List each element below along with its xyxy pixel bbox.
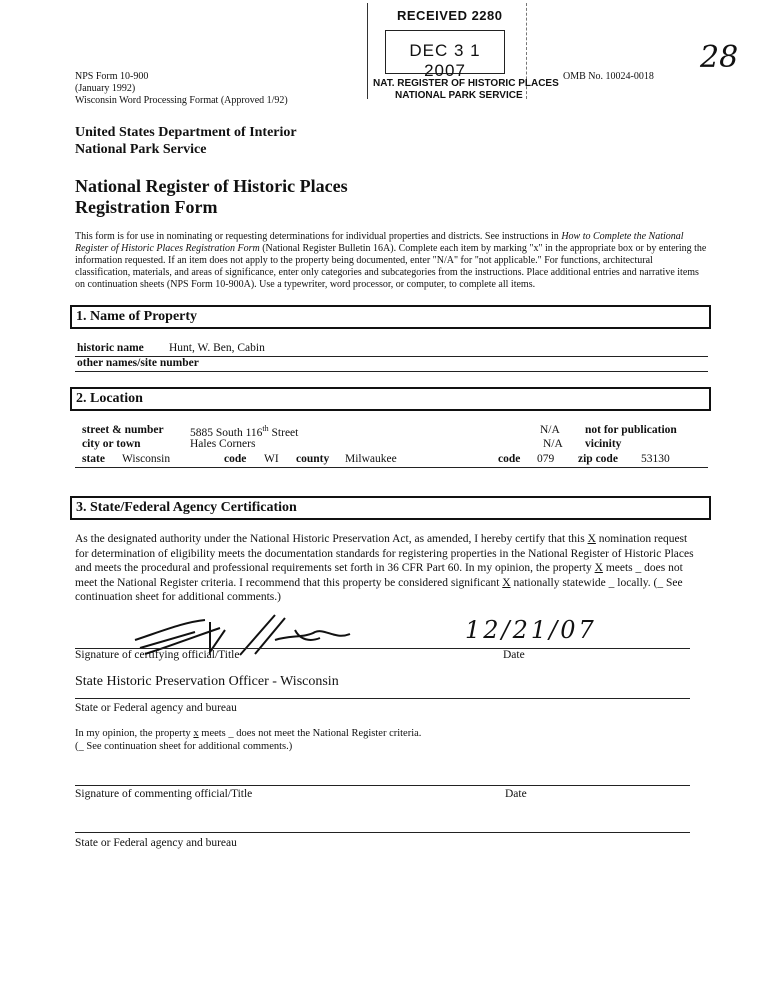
city-na: N/A [543,438,563,450]
commenting-signature-label: Signature of commenting official/Title [75,788,253,800]
stamp-date-box [385,30,505,80]
stamp-title: RECEIVED 2280 [397,8,503,23]
certifying-signature-label: Signature of certifying official/Title [75,649,240,661]
section-1-title: 1. Name of Property [76,309,198,324]
instructions-paragraph [75,231,707,291]
nomination-mark[interactable]: X [587,533,596,545]
zip-value[interactable]: 53130 [641,453,670,465]
county-code-label: code [498,453,521,465]
instructions-text: This form is for use in nominating or requesting determinations for individual properties and districts. See instructions in [75,231,562,242]
city-value[interactable]: Hales Corners [190,438,256,450]
bureau-label: State or Federal agency and bureau [75,702,237,714]
section-2-title: 2. Location [76,391,143,406]
section-3-title: 3. State/Federal Agency Certification [76,500,297,515]
opinion-paragraph [75,727,695,753]
section-2-header [70,387,711,411]
bureau-line [75,698,690,699]
state-code-value[interactable]: WI [264,453,279,465]
cert-text-c: meets _ does not meet the National Register criteria. I recommend that this property be considered significant [75,562,683,589]
historic-name-value[interactable]: Hunt, W. Ben, Cabin [169,342,265,354]
zip-label: zip code [578,453,618,465]
stamp-line-2: NATIONAL PARK SERVICE [395,90,523,101]
county-label: county [296,453,330,465]
city-label: city or town [82,438,141,450]
stamp-date: DEC 3 1 2007 [409,41,481,80]
state-code-label: code [224,453,247,465]
omb-number: OMB No. 10024-0018 [563,71,654,82]
historic-name-label: historic name [77,342,144,354]
vicinity-label: vicinity [585,438,622,450]
agency-line-1: United States Department of Interior [75,125,297,140]
street-value[interactable] [190,424,298,439]
state-value[interactable]: Wisconsin [122,453,171,465]
form-title-line-2: Registration Form [75,197,218,217]
agency-line-2: National Park Service [75,142,207,157]
street-value-suffix: Street [268,426,299,439]
form-date: (January 1992) [75,83,136,94]
bureau-line-2 [75,832,690,833]
state-label: state [82,453,105,465]
significance-mark[interactable]: X [502,576,511,589]
certifying-date-label: Date [503,649,525,661]
form-header [75,71,375,107]
officer-title[interactable]: State Historic Preservation Officer - Wisconsin [75,674,339,689]
divider-line [75,467,708,468]
handwritten-page-number: 28 [700,40,739,75]
county-value[interactable]: Milwaukee [345,453,397,465]
certification-paragraph [75,532,695,605]
opinion-mark[interactable]: x [193,728,199,739]
commenting-signature-line [75,785,690,786]
cert-text-d: nationally statewide _ locally. (_ See continuation sheet for additional comments.) [75,576,683,603]
opinion-line-1 [75,727,695,740]
street-value-text: 5885 South 116 [190,426,263,439]
form-title-line-1: National Register of Historic Places [75,176,348,196]
cert-text-a: As the designated authority under the National Historic Preservation Act, as amended, I hereby certify that this [75,533,588,545]
handwritten-date: 12/21/07 [465,616,597,644]
opinion-line-2: (_ See continuation sheet for additional comments.) [75,741,293,752]
opinion-text-b: meets _ does not meet the National Register criteria. [198,728,422,739]
county-code-value[interactable]: 079 [537,453,555,465]
street-na: N/A [540,424,560,436]
agency-heading [75,124,297,158]
not-for-publication-label: not for publication [585,424,677,436]
stamp-line-1: NAT. REGISTER OF HISTORIC PLACES [373,78,559,89]
section-1-header [70,305,711,329]
commenting-date-label: Date [505,788,527,800]
received-stamp [367,3,559,101]
form-format: Wisconsin Word Processing Format (Approved 1/92) [75,95,288,106]
divider-line [75,371,708,372]
meets-criteria-mark[interactable]: X [594,562,603,574]
bureau-label-2: State or Federal agency and bureau [75,837,237,849]
section-3-header [70,496,711,520]
form-title [75,176,348,218]
instructions-bulletin-title: How to Complete the National Register of Historic Places Registration Form [75,231,684,254]
opinion-text-a: In my opinion, the property [75,728,194,739]
form-number: NPS Form 10-900 [75,71,149,82]
cert-text-b: nomination request for determination of eligibility meets the documentation standards for registering properties in the National Register of Historic Places and meets the procedural and professional requirements set forth in 36 CFR Part 60. In my opinion, the property [75,533,694,574]
other-names-label: other names/site number [77,357,199,369]
street-label: street & number [82,424,164,436]
street-value-sup: th [262,424,269,433]
instructions-text-rest: (National Register Bulletin 16A). Complete each item by marking "x" in the appropriate box or by entering the information requested. If an item does not apply to the property being documented, enter "N/A" for "not applicable." For functions, architectural classification, materials, and areas of significance, enter only categories and subcategories from the instructions. Place additional entries and narrative items on continuation sheets (NPS Form 10-900A). Use a typewriter, word processor, or computer, to complete all items. [75,243,707,290]
